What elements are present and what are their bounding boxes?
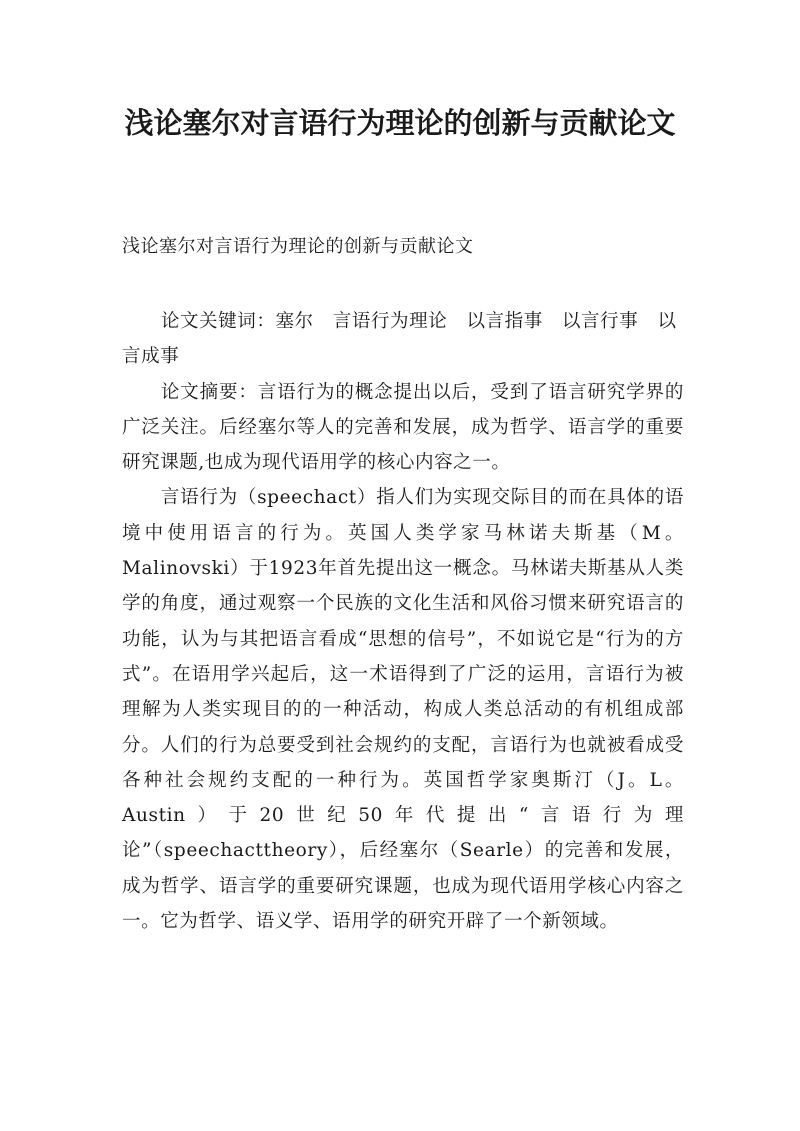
document-subtitle: 浅论塞尔对言语行为理论的创新与贡献论文	[122, 236, 474, 257]
keywords-paragraph: 论文关键词：塞尔 言语行为理论 以言指事 以言行事 以言成事	[122, 311, 677, 368]
body-paragraph-1: 言语行为（speechact）指人们为实现交际目的而在具体的语境中使用语言的行为。英国人类学家马林诺夫斯基（M。Malinovski）于1923年首先提出这一概念。马林诺夫斯基从人类学的角度，通过观察一个民族的文化生活和风俗习惯来研究语言的功能，认为与其把语言看成“思想的信号”，不如说它是“行为的方式”。在语用学兴起后，这一术语得到了广泛的运用，言语行为被理解为人类实现目的的一种活动，构成人类总活动的有机组成部分。人们的行为总要受到社会规约的支配，言语行为也就被看成受各种社会规约支配的一种行为。英国哲学家奥斯汀（J。L。Austin）于20世纪50年代提出“言语行为理论”（speechacttheory），后经塞尔（Searle）的完善和发展，成为哲学、语言学的重要研究课题，也成为现代语用学核心内容之一。它为哲学、语义学、语用学的研究开辟了一个新领域。	[122, 487, 684, 933]
document-title: 浅论塞尔对言语行为理论的创新与贡献论文	[124, 106, 676, 140]
abstract-paragraph: 论文摘要：言语行为的概念提出以后，受到了语言研究学界的广泛关注。后经塞尔等人的完善和发展，成为哲学、语言学的重要研究课题,也成为现代语用学的核心内容之一。	[122, 381, 684, 474]
document-body	[122, 304, 684, 939]
